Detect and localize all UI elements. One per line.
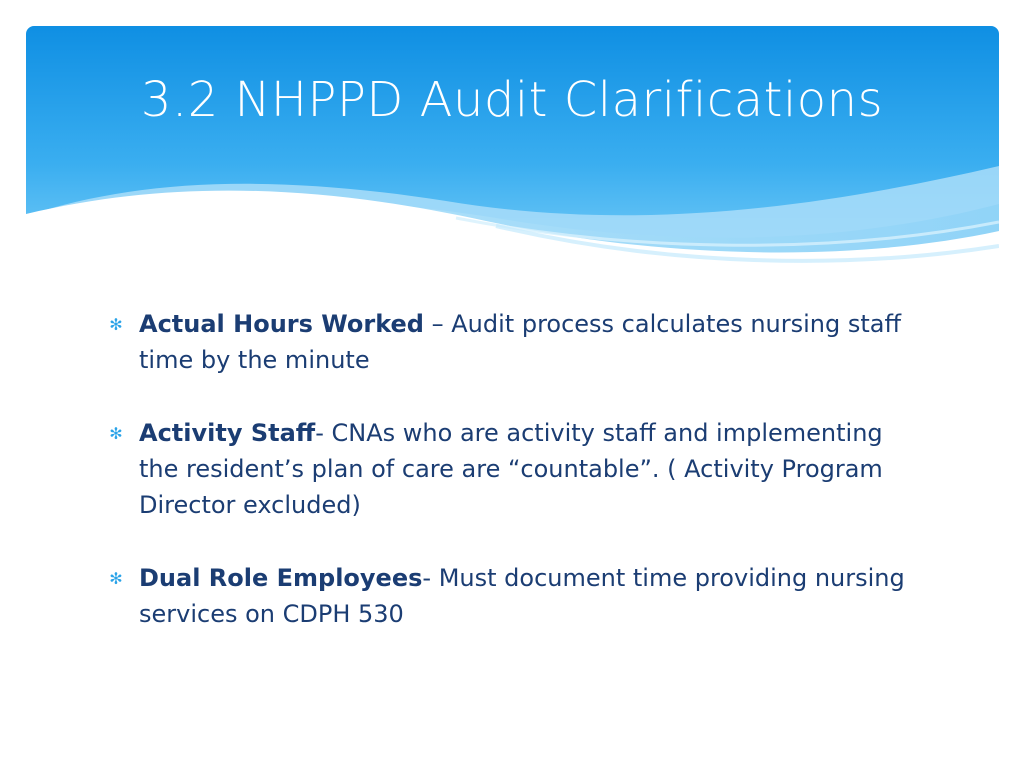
bullet-term: Dual Role Employees — [139, 564, 423, 592]
bullet-asterisk-icon: ✻ — [109, 424, 123, 443]
bullet-text: - Must document time providing nursing services on CDPH 530 — [139, 564, 905, 628]
bullet-asterisk-icon: ✻ — [109, 569, 123, 588]
bullet-item-activity-staff — [106, 415, 926, 523]
bullet-item-dual-role-employees — [106, 560, 926, 632]
bullet-text: – Audit process calculates nursing staff time by the minute — [139, 310, 902, 374]
bullet-asterisk-icon: ✻ — [109, 315, 123, 334]
bullet-term: Actual Hours Worked — [139, 310, 424, 338]
slide-title: 3.2 NHPPD Audit Clarifications — [140, 72, 884, 128]
bullet-item-actual-hours-worked — [106, 306, 926, 378]
content-area — [106, 306, 926, 669]
header-band — [26, 26, 999, 276]
bullet-term: Activity Staff — [139, 419, 316, 447]
header-wave-graphic — [26, 26, 999, 276]
bullet-list — [106, 306, 926, 632]
bullet-text: - CNAs who are activity staff and implementing the resident’s plan of care are “countable”. ( Activity Program Director excluded) — [139, 419, 883, 519]
